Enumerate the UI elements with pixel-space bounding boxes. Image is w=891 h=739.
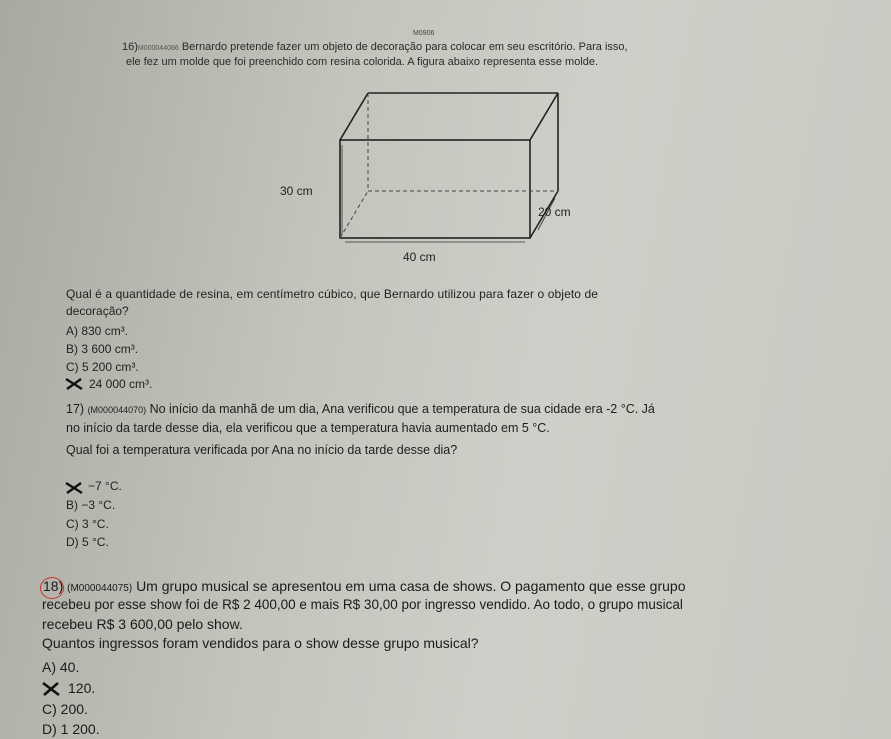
box-figure <box>270 85 590 270</box>
q16-text-1: Bernardo pretende fazer um objeto de decoração para colocar em seu escritório. Para isso, <box>181 41 628 53</box>
q16-answer-mark-icon <box>63 376 85 392</box>
width-label: 40 cm <box>403 250 436 264</box>
q16-option-d: 24 000 cm³. <box>89 377 153 391</box>
q18-line3: recebeu R$ 3 600,00 pelo show. <box>42 616 243 632</box>
q17-question: Qual foi a temperatura verificada por Ana no início da tarde desse dia? <box>66 443 458 457</box>
q18-option-c: C) 200. <box>42 701 88 717</box>
q16-line2: ele fez um molde que foi preenchido com resina colorida. A figura abaixo representa esse molde. <box>126 56 599 68</box>
q17-option-d: D) 5 °C. <box>66 535 109 549</box>
box-top-left-edge <box>340 93 368 140</box>
q16-line1 <box>122 41 628 55</box>
q17-option-a: −7 °C. <box>88 479 122 493</box>
depth-label: 20 cm <box>538 205 571 219</box>
q17-line2: no início da tarde desse dia, ela verificou que a temperatura havia aumentado em 5 °C. <box>66 421 550 435</box>
q18-question: Quantos ingressos foram vendidos para o show desse grupo musical? <box>42 635 479 651</box>
q17-code: (M000044070) <box>87 405 147 415</box>
q18-option-a: A) 40. <box>42 659 80 675</box>
q16-option-b: B) 3 600 cm³. <box>66 342 139 356</box>
q17-answer-mark-icon <box>63 480 85 496</box>
q17-text-1: No início da manhã de um dia, Ana verificou que a temperatura de sua cidade era -2 °C. Já <box>149 402 655 416</box>
q17-option-c: C) 3 °C. <box>66 517 109 531</box>
q18-code: (M000044075) <box>67 583 133 594</box>
box-front-face <box>340 140 530 238</box>
height-label: 30 cm <box>280 184 313 198</box>
q18-option-b: 120. <box>68 680 96 696</box>
q17-option-b: B) −3 °C. <box>66 498 116 512</box>
q18-line2: recebeu por esse show foi de R$ 2 400,00 e mais R$ 30,00 por ingresso vendido. Ao todo, o grupo musical <box>42 597 683 612</box>
q16-code: M000044066 <box>137 45 179 52</box>
q18-option-d: D) 1 200. <box>42 721 100 737</box>
q18-text-1: Um grupo musical se apresentou em uma casa de shows. O pagamento que esse grupo <box>136 578 686 594</box>
q16-question-line2: decoração? <box>66 304 129 318</box>
box-hidden-diagonal <box>340 191 368 238</box>
header-code: M0906 <box>413 30 435 37</box>
q16-question-line1: Qual é a quantidade de resina, em centímetro cúbico, que Bernardo utilizou para fazer o objeto de <box>66 287 599 301</box>
q16-option-a: A) 830 cm³. <box>66 324 129 338</box>
q16-option-c: C) 5 200 cm³. <box>66 360 139 374</box>
q17-line1 <box>66 402 655 416</box>
q18-line1 <box>43 578 685 594</box>
q18-answer-mark-icon <box>40 680 62 698</box>
q17-number: 17) <box>66 402 85 416</box>
q18-number: 18) <box>43 578 64 594</box>
q16-number: 16) <box>122 41 138 53</box>
box-top-right-edge <box>530 93 558 140</box>
